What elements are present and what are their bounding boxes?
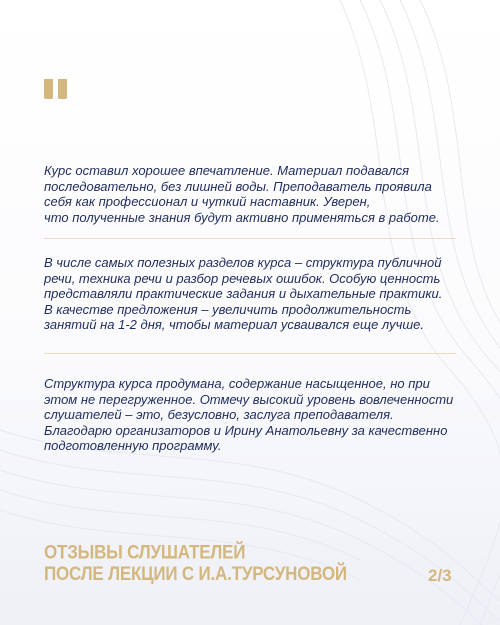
- review-1-line: себя как профессионал и чуткий наставник. Уверен,: [44, 194, 371, 209]
- quote-mark-icon: [44, 79, 68, 99]
- review-3-line: слушателей – это, безусловно, заслуга преподавателя.: [44, 407, 394, 422]
- review-2: [44, 255, 464, 333]
- review-3-line: Структура курса продумана, содержание насыщенное, но при: [44, 376, 430, 391]
- review-2-line: речи, техника речи и разбор речевых ошибок. Особую ценность: [44, 270, 441, 286]
- page-title-line-2: ПОСЛЕ ЛЕКЦИИ С И.А.ТУРСУНОВОЙ: [44, 562, 347, 585]
- review-divider: [44, 353, 456, 354]
- review-divider: [44, 238, 456, 239]
- page-title-line-1: ОТЗЫВЫ СЛУШАТЕЛЕЙ: [44, 541, 246, 563]
- review-2-line: занятий на 1-2 дня, чтобы материал усваивался еще лучше.: [44, 317, 424, 332]
- review-2-line: В качестве предложения – увеличить продолжительность: [44, 301, 412, 317]
- page-indicator: 2/3: [428, 566, 452, 585]
- review-2-line: представляли практические задания и дыхательные практики.: [44, 286, 443, 301]
- review-3-line: Благодарю организаторов и Ирину Анатольевну за качественно: [44, 422, 448, 438]
- review-3-line: подготовленную программу.: [44, 438, 222, 453]
- review-2-line: В числе самых полезных разделов курса – структура публичной: [44, 255, 442, 270]
- review-1: [44, 163, 464, 225]
- review-3-line: этом не перегруженное. Отмечу высокий уровень вовлеченности: [44, 391, 454, 407]
- review-1-line: последовательно, без лишней воды. Преподаватель проявила: [44, 178, 432, 194]
- review-1-line: Курс оставил хорошее впечатление. Материал подавался: [44, 163, 410, 178]
- review-1-line: что полученные знания будут активно применяться в работе.: [44, 209, 440, 225]
- quote-mark-bar: [44, 79, 53, 99]
- page-title: [44, 541, 347, 585]
- quote-mark-bar: [58, 79, 67, 99]
- review-3: [44, 376, 464, 454]
